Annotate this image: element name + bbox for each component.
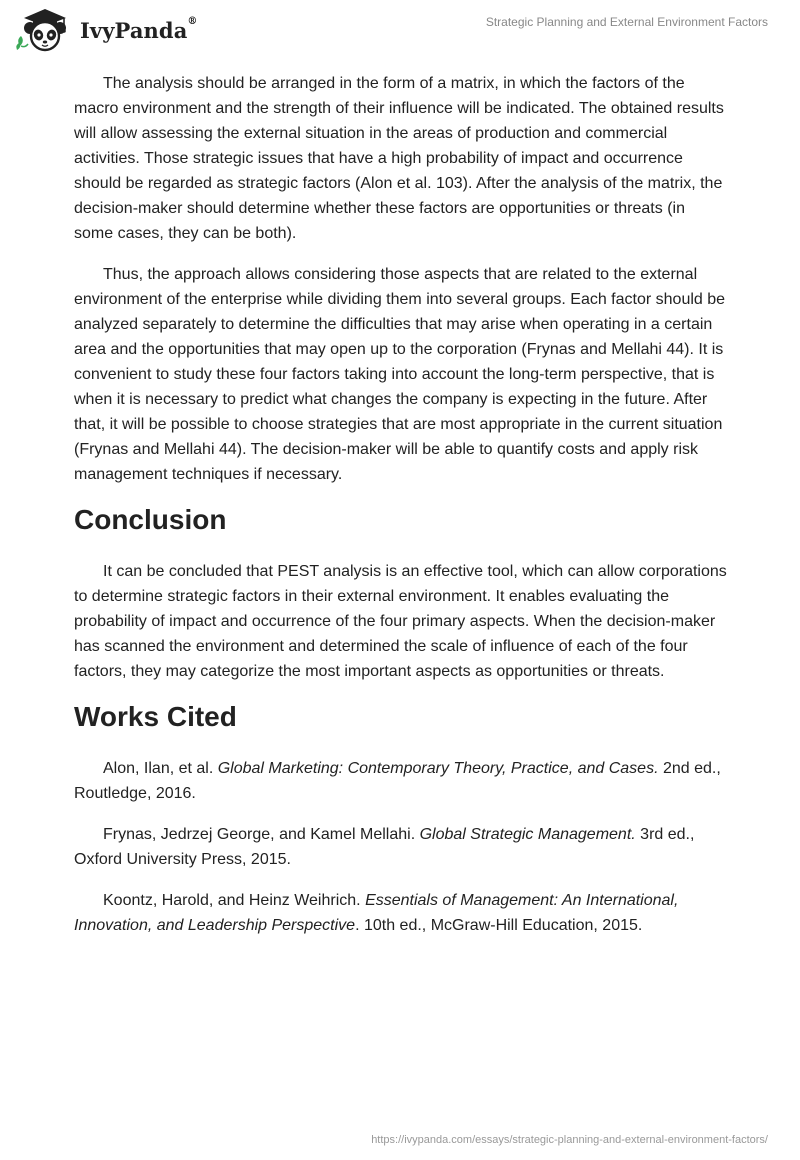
conclusion-heading: Conclusion [74,504,227,535]
source-url-link[interactable]: https://ivypanda.com/essays/strategic-planning-and-external-environment-factors/ [371,1134,768,1146]
citation-authors: Alon, Ilan, et al. [103,760,218,777]
essay-content [74,71,728,954]
body-paragraph: The analysis should be arranged in the form of a matrix, in which the factors of the macro environment and the strength of their influence will be indicated. The obtained results will allow assessing the external situation in the areas of production and commercial activities. Those strategic issues that have a high probability of impact and occurrence should be regarded as strategic factors (Alon et al. 103). After the analysis of the matrix, the decision-maker should determine whether these factors are opportunities or threats (in some cases, they can be both). [74,75,724,242]
citation-entry [74,888,728,938]
citation-publisher: . 10th ed., McGraw-Hill Education, 2015. [355,917,643,934]
panda-logo-icon [14,6,76,52]
citation-entry [74,756,728,806]
citation-authors: Frynas, Jedrzej George, and Kamel Mellahi. [103,826,420,843]
citation-title: Essentials of Management: An International, Innovation, and Leadership Perspective [74,892,679,934]
page-header [0,0,800,60]
conclusion-paragraph: It can be concluded that PEST analysis is an effective tool, which can allow corporations to determine strategic factors in their external environment. It enables evaluating the probability of impact and occurrence of the four primary aspects. When the decision-maker has scanned the environment and determined the scale of influence of each of the four factors, they may categorize the most important aspects as opportunities or threats. [74,563,727,680]
citation-title: Global Marketing: Contemporary Theory, Practice, and Cases. [217,760,659,777]
running-title: Strategic Planning and External Environment Factors [485,15,768,29]
body-paragraph: Thus, the approach allows considering those aspects that are related to the external environment of the enterprise while dividing them into several groups. Each factor should be analyzed separately to determine the difficulties that may arise when operating in a certain area and the opportunities that may open up to the corporation (Frynas and Mellahi 44). It is convenient to study these four factors taking into account the long-term perspective, that is when it is necessary to predict what changes the company is expecting in the future. After that, it will be possible to choose strategies that are most appropriate in the current situation (Frynas and Mellahi 44). The decision-maker will be able to quantify costs and apply risk management techniques if necessary. [74,266,726,483]
citation-publisher: 3rd ed., Oxford University Press, 2015. [74,826,695,868]
citation-entry [74,822,728,872]
ivypanda-logo[interactable] [14,6,198,52]
citation-authors: Koontz, Harold, and Heinz Weihrich. [103,892,366,909]
citation-publisher: 2nd ed., Routledge, 2016. [74,760,721,802]
brand-name: IvyPanda® [80,15,198,43]
citation-title: Global Strategic Management. [419,826,636,843]
works-cited-heading: Works Cited [74,701,237,732]
registered-mark: ® [187,15,198,27]
